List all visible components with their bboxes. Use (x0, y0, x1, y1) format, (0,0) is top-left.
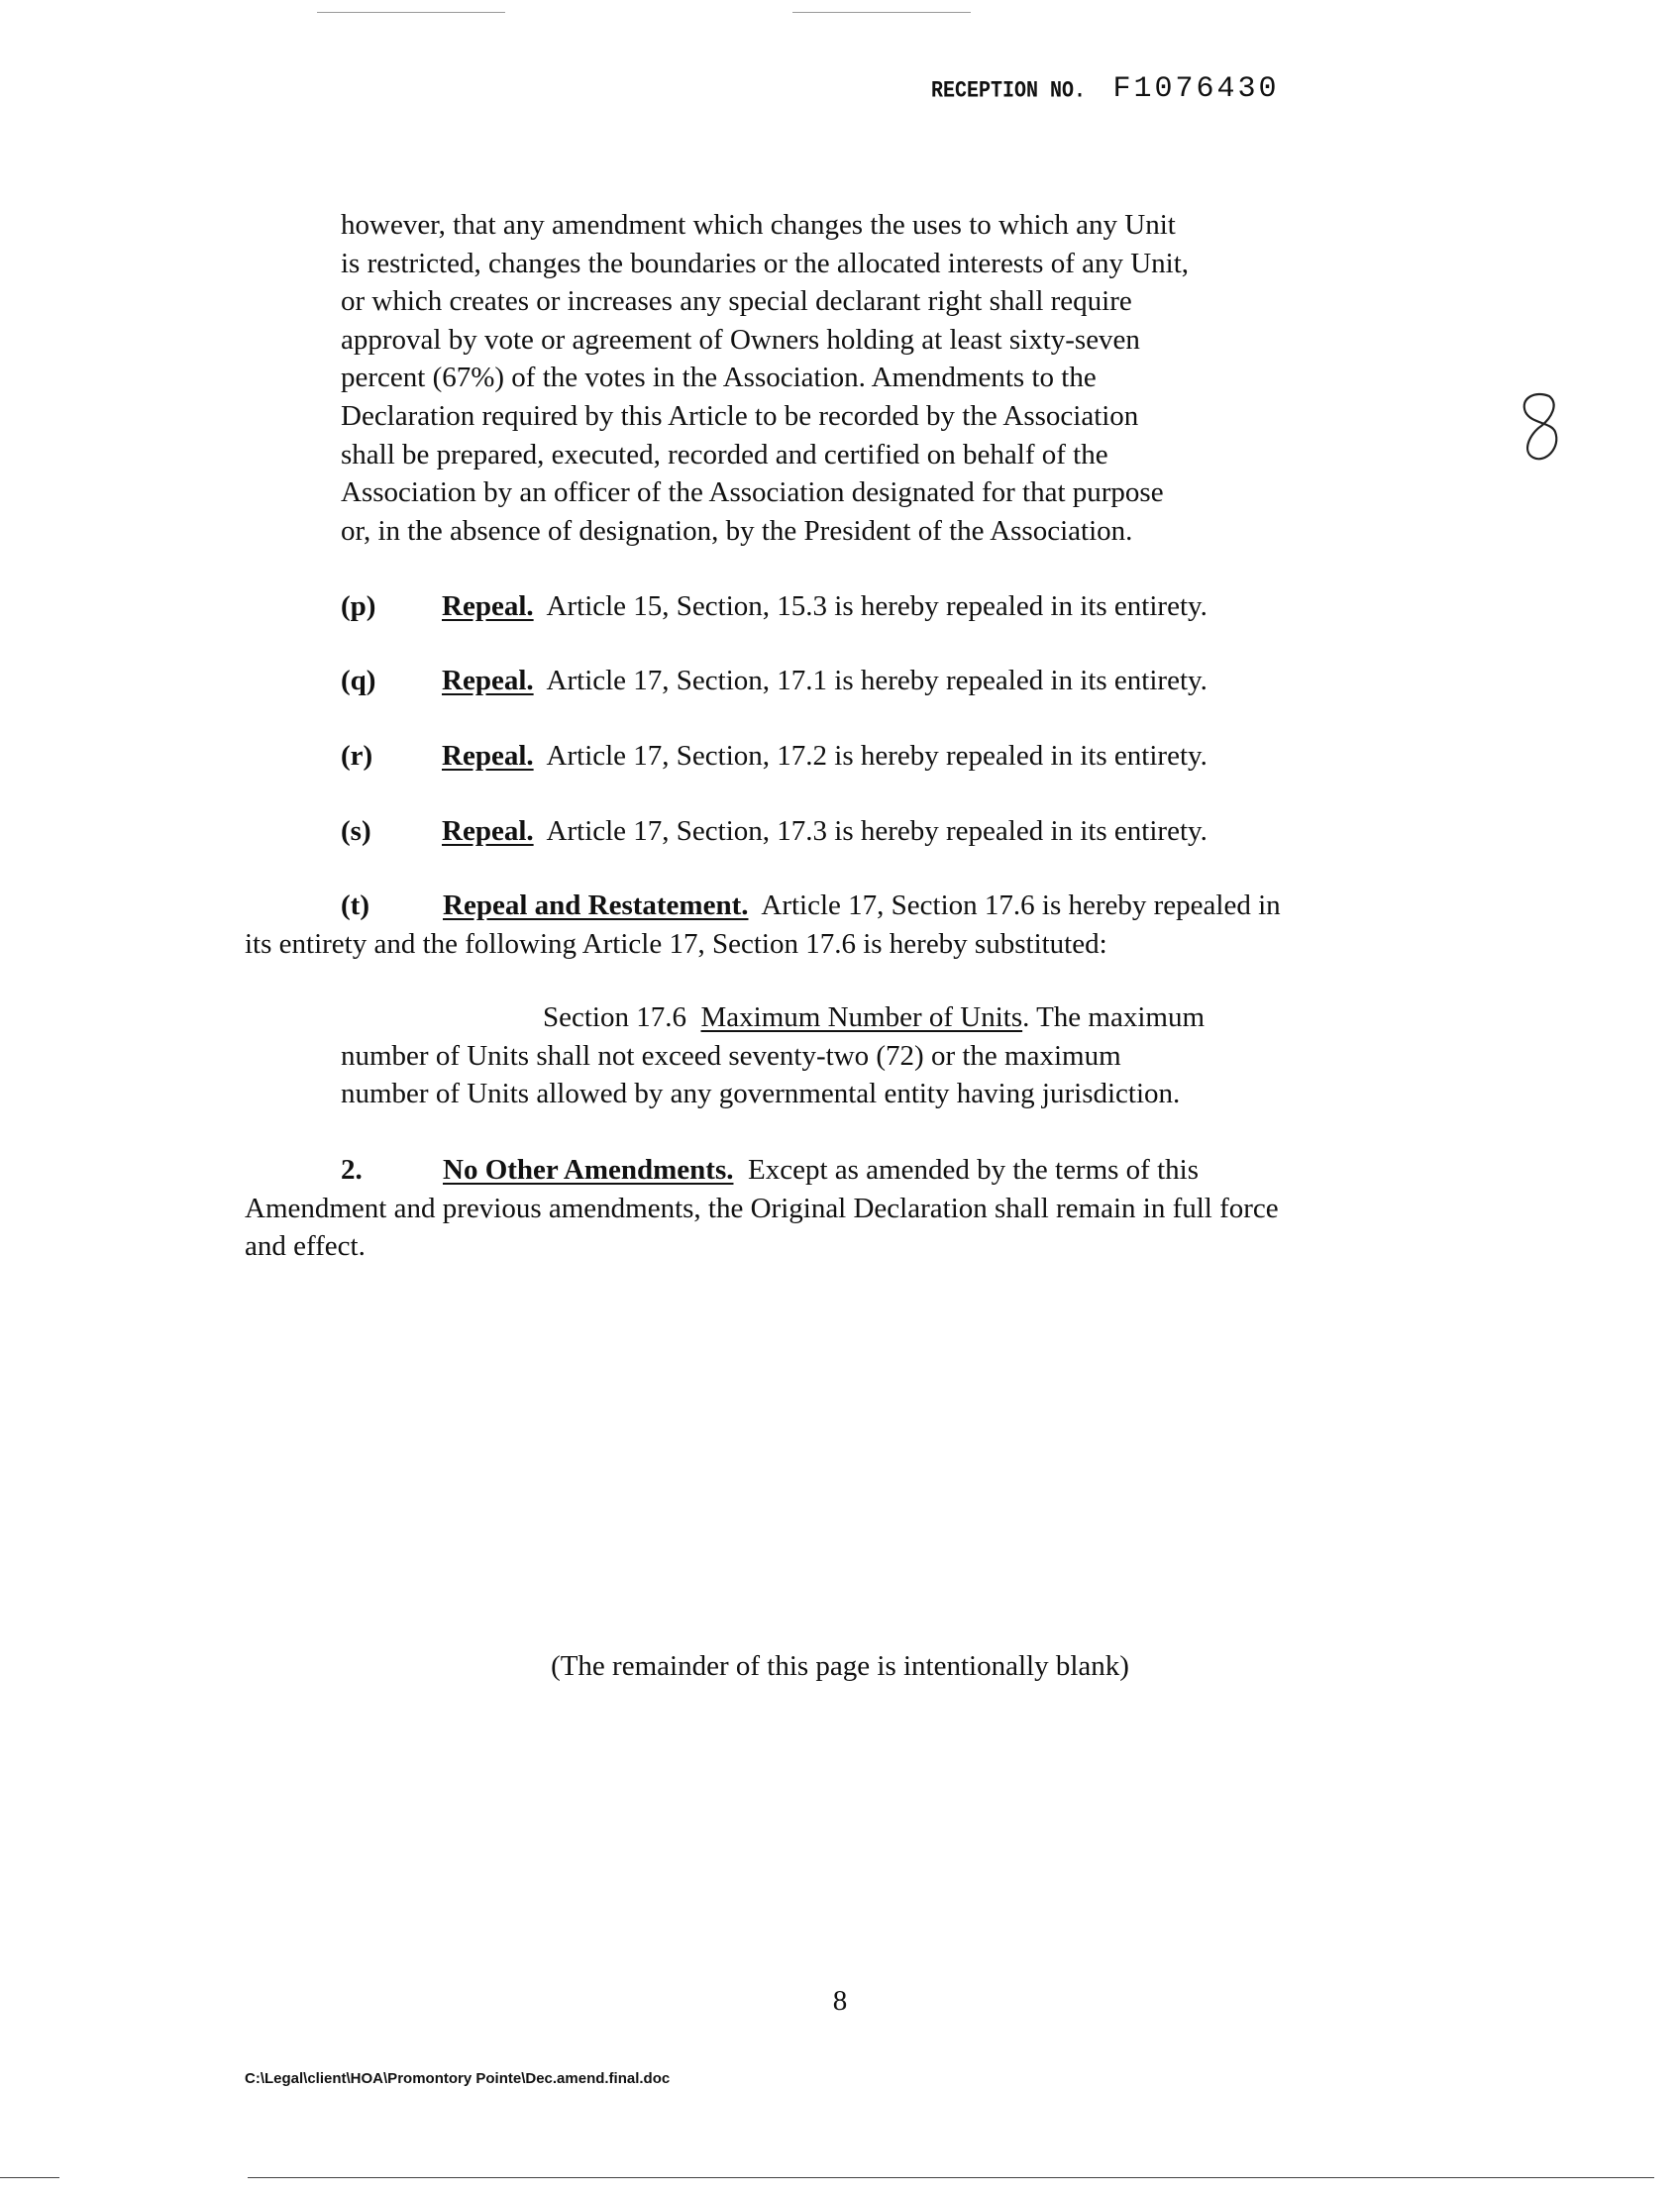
page-number: 8 (832, 1985, 848, 2017)
item-heading: Repeal. (442, 590, 534, 622)
scan-artifact-bottom-left (0, 2177, 59, 2178)
section-line3: number of Units allowed by any governmental entity having jurisdiction. (341, 1078, 1181, 1110)
item-t (245, 887, 1453, 963)
section-17-6 (341, 998, 1331, 1113)
item-text: Article 17, Section, 17.3 is hereby repealed in its entirety. (546, 815, 1208, 847)
item-letter: (s) (341, 815, 371, 847)
handwritten-eight-icon (1516, 388, 1565, 468)
reception-value: F1076430 (1112, 72, 1280, 106)
item-r (341, 737, 1208, 775)
reception-label: RECEPTION NO. (931, 78, 1087, 105)
item-text-line1: Article 17, Section 17.6 is hereby repealed in (761, 889, 1281, 921)
paragraph-heading: No Other Amendments. (443, 1154, 734, 1186)
item-heading: Repeal. (442, 815, 534, 847)
item-letter: (t) (341, 889, 369, 921)
item-text: Article 17, Section, 17.2 is hereby repealed in its entirety. (546, 740, 1208, 772)
footer-file-path: C:\Legal\client\HOA\Promontory Pointe\Dec.amend.final.doc (245, 2070, 671, 2087)
paragraph-text-line3: and effect. (245, 1230, 366, 1263)
reception-number (931, 72, 1279, 106)
item-p (341, 587, 1208, 625)
item-heading: Repeal and Restatement. (443, 889, 749, 921)
item-text-line2: its entirety and the following Article 17, Section 17.6 is hereby substituted: (245, 927, 1107, 960)
item-letter: (q) (341, 665, 376, 696)
paragraph-number: 2. (341, 1154, 363, 1186)
item-q (341, 662, 1208, 699)
item-text: Article 17, Section, 17.1 is hereby repealed in its entirety. (546, 665, 1208, 696)
item-letter: (r) (341, 740, 373, 772)
paragraph-text-line1: Except as amended by the terms of this (747, 1154, 1199, 1186)
item-text: Article 15, Section, 15.3 is hereby repealed in its entirety. (546, 590, 1208, 622)
scan-artifact-top-right (792, 12, 971, 13)
item-letter: (p) (341, 590, 376, 622)
intentionally-blank-note: (The remainder of this page is intentionally blank) (551, 1650, 1129, 1682)
handwritten-page-mark (1516, 388, 1565, 472)
section-line1-rest: . The maximum (1022, 1001, 1206, 1033)
scan-artifact-top (317, 12, 505, 13)
scan-artifact-bottom (248, 2177, 1654, 2178)
item-heading: Repeal. (442, 740, 534, 772)
paragraph-amendment-continuation: however, that any amendment which changes the uses to which any Unit is restricted, changes the boundaries or the allocated interests of any Unit, or which creates or increases any special declarant right shall require approval by vote or agreement of Owners holding at least sixty-seven percent (67%) of the votes in the Association. Amendments to the Declaration required by this Article to be recorded by the Association shall be prepared, executed, recorded and certified on behalf of the Association by an officer of the Association designated for that purpose or, in the absence of designation, by the President of the Association. (341, 209, 1190, 547)
paragraph-text-line2: Amendment and previous amendments, the Original Declaration shall remain in full force (245, 1192, 1279, 1224)
item-s (341, 812, 1208, 850)
section-line2: number of Units shall not exceed seventy-two (72) or the maximum (341, 1039, 1121, 1072)
paragraph-no-other-amendments (245, 1151, 1453, 1266)
item-heading: Repeal. (442, 665, 534, 696)
section-prefix: Section 17.6 (543, 1001, 686, 1033)
section-title: Maximum Number of Units (700, 1001, 1023, 1033)
